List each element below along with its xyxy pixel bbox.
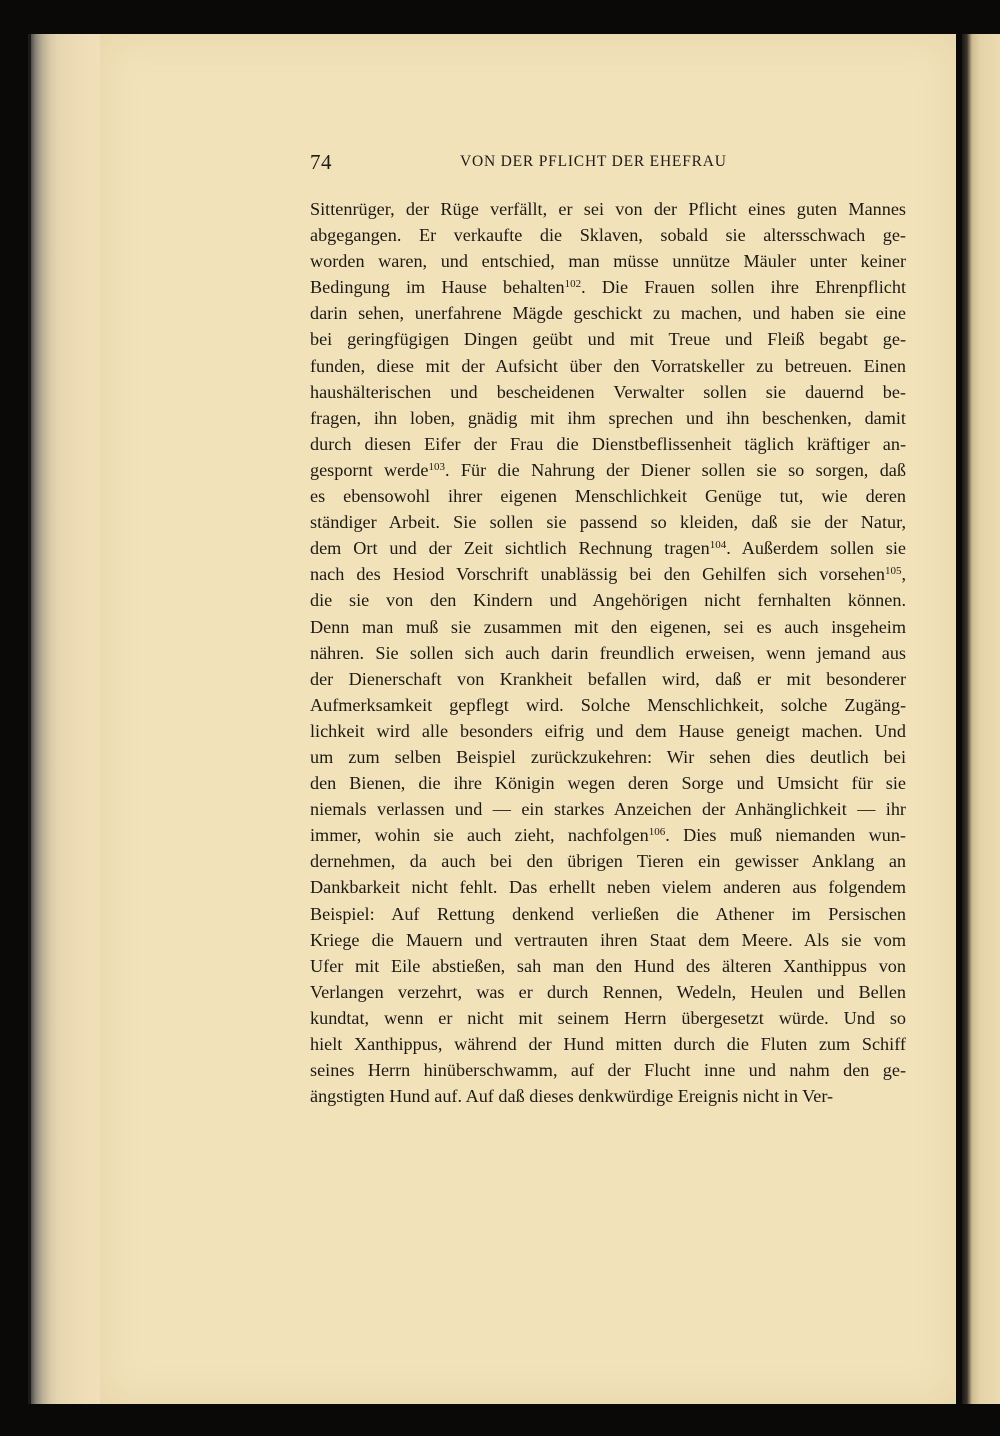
text-run: die sie von den Kindern und Angehörigen nicht fernhalten können. bbox=[310, 590, 906, 611]
text-run: Kriege die Mauern und vertrauten ihren Staat dem Meere. Als sie vom bbox=[310, 929, 906, 950]
text-run: Sittenrüger, der Rüge verfällt, er sei von der Pflicht eines guten Mannes bbox=[310, 199, 906, 219]
text-line bbox=[310, 874, 906, 900]
text-run: Denn man muß sie zusammen mit den eigenen, sei es auch insgeheim bbox=[310, 616, 906, 637]
body-text bbox=[310, 196, 906, 1109]
text-line bbox=[310, 927, 906, 953]
page-number: 74 bbox=[310, 150, 332, 174]
text-line bbox=[310, 692, 906, 718]
text-line bbox=[310, 666, 906, 692]
text-run: lichkeit wird alle besonders eifrig und dem Hause geneigt machen. Und bbox=[310, 720, 906, 741]
text-run: der Dienerschaft von Krankheit befallen wird, daß er mit besonderer bbox=[310, 668, 906, 689]
text-run: fragen, ihn loben, gnädig mit ihm sprechen und ihn beschenken, damit bbox=[310, 407, 906, 428]
text-run: funden, diese mit der Aufsicht über den Vorratskeller zu betreuen. Einen bbox=[310, 355, 906, 376]
text-line bbox=[310, 483, 906, 509]
running-head: VON DER PFLICHT DER EHEFRAU bbox=[460, 153, 727, 170]
text-line bbox=[310, 744, 906, 770]
text-run: Beispiel: Auf Rettung denkend verließen die Athener im Persischen bbox=[310, 903, 906, 924]
text-line bbox=[310, 196, 906, 222]
text-line bbox=[310, 587, 906, 613]
page-header bbox=[310, 150, 906, 180]
text-run: . Außerdem sollen sie bbox=[726, 538, 906, 559]
text-line bbox=[310, 822, 906, 848]
text-line bbox=[310, 953, 906, 979]
text-line bbox=[310, 796, 906, 822]
text-run: . Die Frauen sollen ihre Ehrenpflicht bbox=[581, 277, 906, 298]
text-line bbox=[310, 848, 906, 874]
text-run: Ufer mit Eile abstießen, sah man den Hund des älteren Xanthippus von bbox=[310, 955, 906, 976]
text-line bbox=[310, 1031, 906, 1057]
text-run: nähren. Sie sollen sich auch darin freundlich erweisen, wenn jemand aus bbox=[310, 642, 906, 663]
text-line bbox=[310, 405, 906, 431]
text-run: ängstigten Hund auf. Auf daß dieses denkwürdige Ereignis nicht in Ver- bbox=[310, 1086, 834, 1107]
text-run: Aufmerksamkeit gepflegt wird. Solche Menschlichkeit, solche Zugäng- bbox=[310, 694, 906, 715]
footnote-marker: 105 bbox=[884, 565, 902, 578]
text-run: um zum selben Beispiel zurückzukehren: Wir sehen dies deutlich bei bbox=[310, 746, 906, 767]
text-run: durch diesen Eifer der Frau die Dienstbeflissenheit täglich kräftiger an- bbox=[310, 433, 906, 454]
text-line bbox=[310, 379, 906, 405]
text-run: kundtat, wenn er nicht mit seinem Herrn übergesetzt würde. Und so bbox=[310, 1007, 906, 1028]
text-run: nach des Hesiod Vorschrift unablässig bei den Gehilfen sich vorsehen bbox=[310, 564, 885, 585]
text-line bbox=[310, 222, 906, 248]
text-line bbox=[310, 535, 906, 561]
footnote-marker: 104 bbox=[709, 539, 727, 552]
text-run: bei geringfügigen Dingen geübt und mit Treue und Fleiß begabt ge- bbox=[310, 329, 906, 350]
facing-page-edge bbox=[962, 34, 1000, 1404]
text-run: Dankbarkeit nicht fehlt. Das erhellt neben vielem anderen aus folgendem bbox=[310, 877, 906, 898]
text-line bbox=[310, 274, 906, 300]
text-run: . Für die Nahrung der Diener sollen sie so sorgen, daß bbox=[444, 459, 906, 480]
text-line bbox=[310, 1057, 906, 1083]
text-line bbox=[310, 457, 906, 483]
text-line bbox=[310, 901, 906, 927]
text-line bbox=[310, 718, 906, 744]
page-stack-edge bbox=[28, 34, 108, 1404]
text-line bbox=[310, 1083, 906, 1109]
text-line bbox=[310, 979, 906, 1005]
text-line bbox=[310, 509, 906, 535]
text-run: den Bienen, die ihre Königin wegen deren Sorge und Umsicht für sie bbox=[310, 773, 906, 794]
text-line bbox=[310, 248, 906, 274]
text-run: hielt Xanthippus, während der Hund mitten durch die Fluten zum Schiff bbox=[310, 1034, 906, 1054]
text-line bbox=[310, 1005, 906, 1031]
footnote-marker: 106 bbox=[648, 826, 666, 839]
text-run: dem Ort und der Zeit sichtlich Rechnung tragen bbox=[310, 538, 710, 559]
text-line bbox=[310, 770, 906, 796]
text-line bbox=[310, 561, 906, 587]
footnote-marker: 102 bbox=[564, 278, 582, 291]
text-run: es ebensowohl ihrer eigenen Menschlichkeit Genüge tut, wie deren bbox=[310, 486, 906, 507]
text-run: , bbox=[901, 564, 906, 585]
text-run: dernehmen, da auch bei den übrigen Tieren ein gewisser Anklang an bbox=[310, 851, 906, 872]
text-run: worden waren, und entschied, man müsse unnütze Mäuler unter keiner bbox=[310, 251, 906, 272]
text-run: gespornt werde bbox=[310, 459, 429, 480]
footnote-marker: 103 bbox=[428, 460, 445, 473]
text-run: . Dies muß niemanden wun- bbox=[665, 825, 906, 846]
text-run: haushälterischen und bescheidenen Verwalter sollen sie dauernd be- bbox=[310, 381, 906, 402]
text-run: Verlangen verzehrt, was er durch Rennen, Wedeln, Heulen und Bellen bbox=[310, 981, 906, 1002]
text-run: Bedingung im Hause behalten bbox=[310, 277, 565, 298]
text-line bbox=[310, 431, 906, 457]
text-run: immer, wohin sie auch zieht, nachfolgen bbox=[310, 825, 649, 846]
text-run: abgegangen. Er verkaufte die Sklaven, sobald sie altersschwach ge- bbox=[310, 225, 906, 246]
text-run: seines Herrn hinüberschwamm, auf der Flucht inne und nahm den ge- bbox=[310, 1060, 906, 1081]
text-line bbox=[310, 353, 906, 379]
text-line bbox=[310, 614, 906, 640]
text-run: niemals verlassen und — ein starkes Anzeichen der Anhänglichkeit — ihr bbox=[310, 799, 906, 820]
text-run: ständiger Arbeit. Sie sollen sie passend so kleiden, daß sie der Natur, bbox=[310, 512, 906, 533]
text-line bbox=[310, 326, 906, 352]
text-run: darin sehen, unerfahrene Mägde geschickt zu machen, und haben sie eine bbox=[310, 303, 906, 324]
text-line bbox=[310, 640, 906, 666]
text-line bbox=[310, 300, 906, 326]
